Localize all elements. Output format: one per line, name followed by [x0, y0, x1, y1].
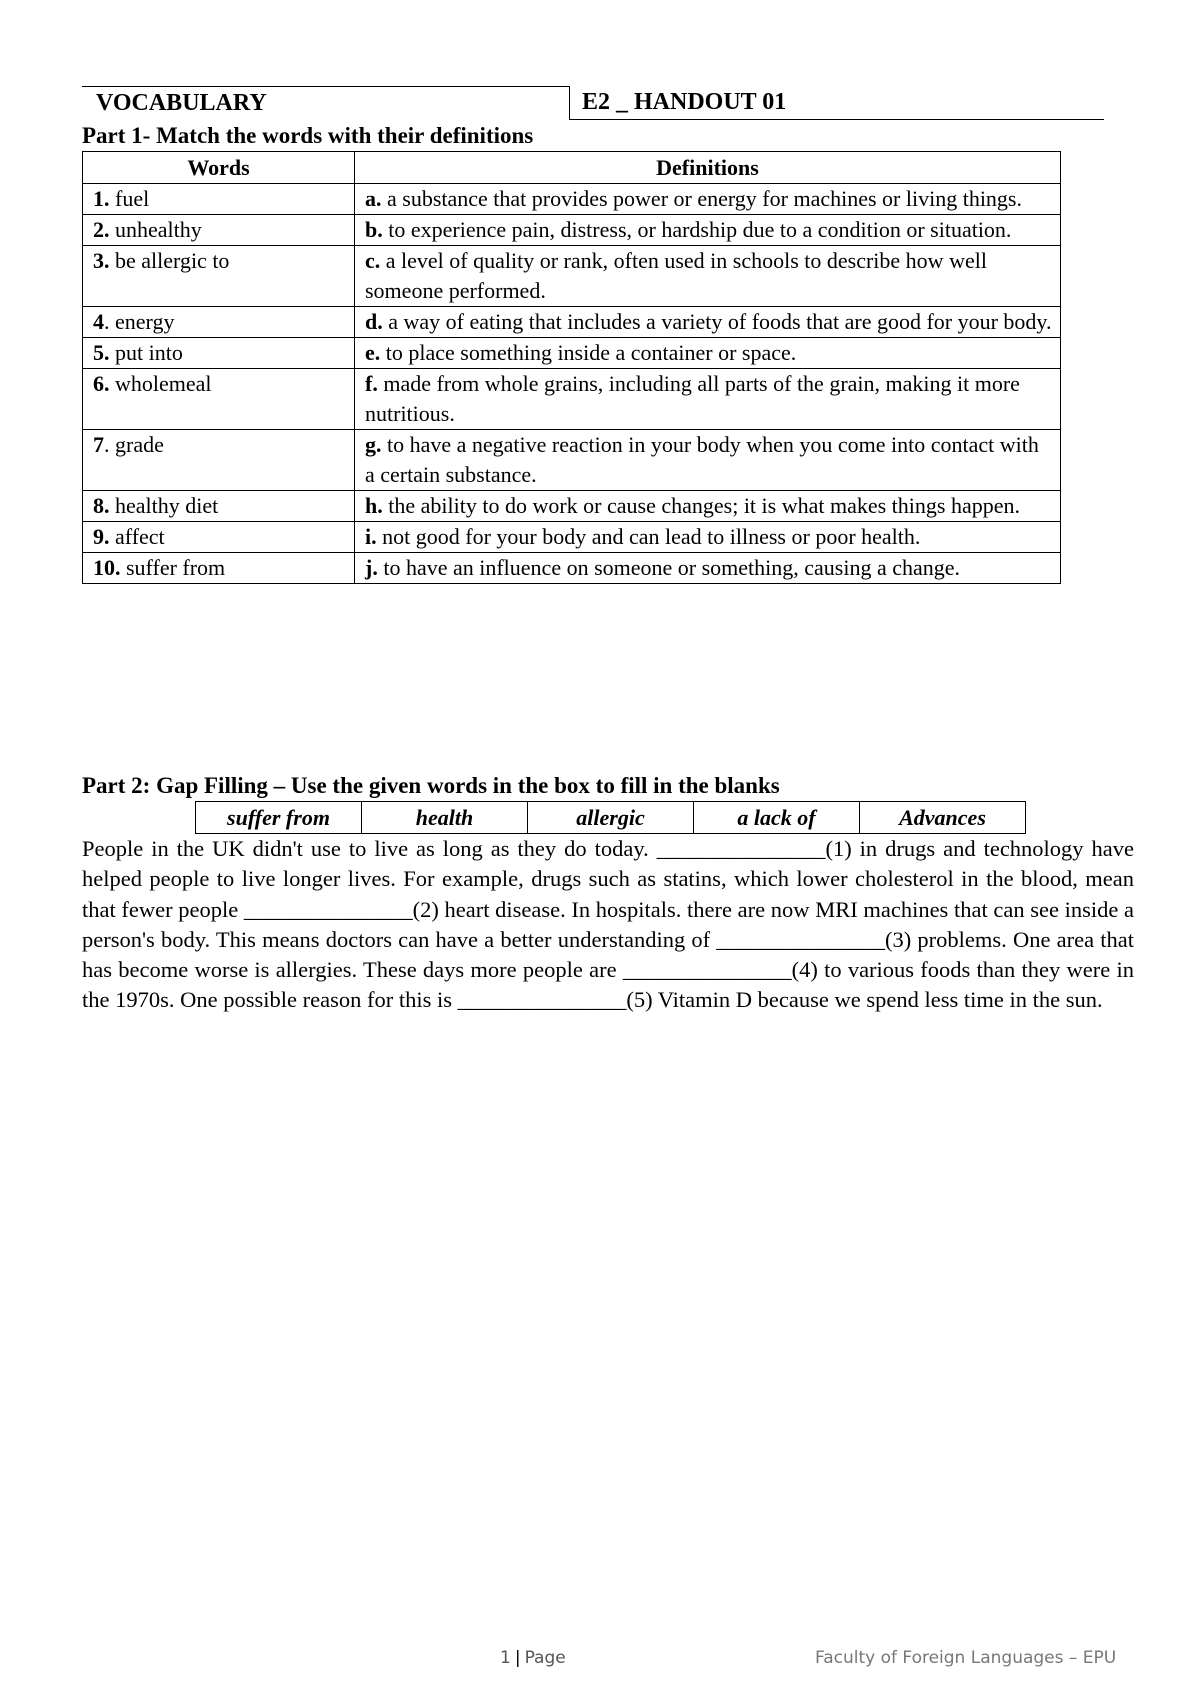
part1-title: Part 1- Match the words with their definitions — [82, 123, 534, 148]
definition-letter: j. — [365, 555, 378, 580]
definition-cell — [355, 522, 1061, 553]
word-text: suffer from — [120, 555, 226, 580]
table-row — [83, 215, 1061, 246]
definition-cell — [355, 553, 1061, 584]
definition-cell — [355, 430, 1061, 491]
definition-cell — [355, 215, 1061, 246]
word-cell — [83, 184, 355, 215]
word-number: 7 — [93, 432, 104, 457]
definition-text: a substance that provides power or energy for machines or living things. — [381, 186, 1022, 211]
table-row — [83, 338, 1061, 369]
word-cell — [83, 491, 355, 522]
word-box-item: allergic — [528, 802, 694, 833]
definition-cell — [355, 369, 1061, 430]
column-header-words: Words — [83, 152, 355, 184]
word-cell — [83, 246, 355, 307]
word-cell — [83, 215, 355, 246]
definition-letter: g. — [365, 432, 382, 457]
word-cell — [83, 307, 355, 338]
definition-letter: h. — [365, 493, 383, 518]
definition-text: to have an influence on someone or something, causing a change. — [377, 555, 961, 580]
word-number: 4 — [93, 309, 104, 334]
definition-letter: b. — [365, 217, 383, 242]
definition-letter: c. — [365, 248, 381, 273]
word-text: . grade — [104, 432, 164, 457]
table-row — [83, 430, 1061, 491]
word-number: 2. — [93, 217, 110, 242]
word-text: wholemeal — [109, 371, 212, 396]
definition-text: a level of quality or rank, often used in schools to describe how well someone performed. — [365, 248, 987, 303]
word-text: affect — [109, 524, 165, 549]
table-header-row — [83, 152, 1061, 184]
word-box-item: a lack of — [694, 802, 860, 833]
word-number: 5. — [93, 340, 110, 365]
footer-separator: | — [514, 1648, 521, 1668]
table-row — [83, 553, 1061, 584]
definition-text: not good for your body and can lead to illness or poor health. — [376, 524, 921, 549]
word-cell — [83, 553, 355, 584]
word-number: 6. — [93, 371, 110, 396]
definition-text: to place something inside a container or space. — [380, 340, 797, 365]
definition-letter: f. — [365, 371, 378, 396]
definition-text: a way of eating that includes a variety of foods that are good for your body. — [382, 309, 1052, 334]
word-cell — [83, 338, 355, 369]
footer-page-number — [500, 1648, 566, 1668]
definition-text: made from whole grains, including all parts of the grain, making it more nutritious. — [365, 371, 1020, 426]
column-header-definitions: Definitions — [355, 152, 1061, 184]
definition-letter: e. — [365, 340, 381, 365]
word-number: 9. — [93, 524, 110, 549]
definition-cell — [355, 491, 1061, 522]
word-number: 1. — [93, 186, 110, 211]
word-cell — [83, 522, 355, 553]
word-number: 10. — [93, 555, 121, 580]
matching-table — [82, 151, 1061, 584]
footer-faculty: Faculty of Foreign Languages – EPU — [815, 1648, 1117, 1668]
table-row — [83, 184, 1061, 215]
header-vocabulary: VOCABULARY — [82, 86, 570, 120]
word-number: 8. — [93, 493, 110, 518]
table-row — [83, 246, 1061, 307]
definition-letter: d. — [365, 309, 383, 334]
header-handout-id: E2 _ HANDOUT 01 — [570, 86, 1104, 120]
word-text: fuel — [109, 186, 150, 211]
gap-fill-paragraph: People in the UK didn't use to live as long as they do today. _______________(1) in drugs and technology have helped people to live longer lives. For example, drugs such as statins, which lower cholesterol in the blood, mean that fewer people _______________(2) heart disease. In hospitals. there are now MRI machines that can see inside a person's body. This means doctors can have a better understanding of _______________(3) problems. One area that has become worse is allergies. These days more people are _______________(4) to various foods than they were in the 1970s. One possible reason for this is _______________(5) Vitamin D because we spend less time in the sun. — [82, 836, 1134, 1013]
word-cell — [83, 430, 355, 491]
table-row — [83, 369, 1061, 430]
definition-text: to experience pain, distress, or hardship due to a condition or situation. — [382, 217, 1012, 242]
word-box-item: Advances — [899, 805, 986, 830]
definition-cell — [355, 307, 1061, 338]
word-text: . energy — [104, 309, 175, 334]
definition-cell — [355, 338, 1061, 369]
definition-text: to have a negative reaction in your body when you come into contact with a certain substance. — [365, 432, 1039, 487]
word-text: healthy diet — [109, 493, 219, 518]
page-number: 1 — [500, 1648, 511, 1668]
definition-cell — [355, 184, 1061, 215]
definition-letter: i. — [365, 524, 377, 549]
word-text: put into — [109, 340, 183, 365]
word-text: unhealthy — [109, 217, 202, 242]
definition-text: the ability to do work or cause changes; it is what makes things happen. — [382, 493, 1020, 518]
word-text: be allergic to — [109, 248, 230, 273]
definition-cell — [355, 246, 1061, 307]
page-label: Page — [524, 1648, 566, 1668]
word-number: 3. — [93, 248, 110, 273]
table-row — [83, 522, 1061, 553]
word-box — [195, 801, 1026, 834]
definition-letter: a. — [365, 186, 382, 211]
word-cell — [83, 369, 355, 430]
word-box-item: health — [362, 802, 528, 833]
table-row — [83, 491, 1061, 522]
word-box-item: suffer from — [196, 802, 362, 833]
part2-title: Part 2: Gap Filling – Use the given words in the box to fill in the blanks — [82, 773, 780, 798]
table-row — [83, 307, 1061, 338]
